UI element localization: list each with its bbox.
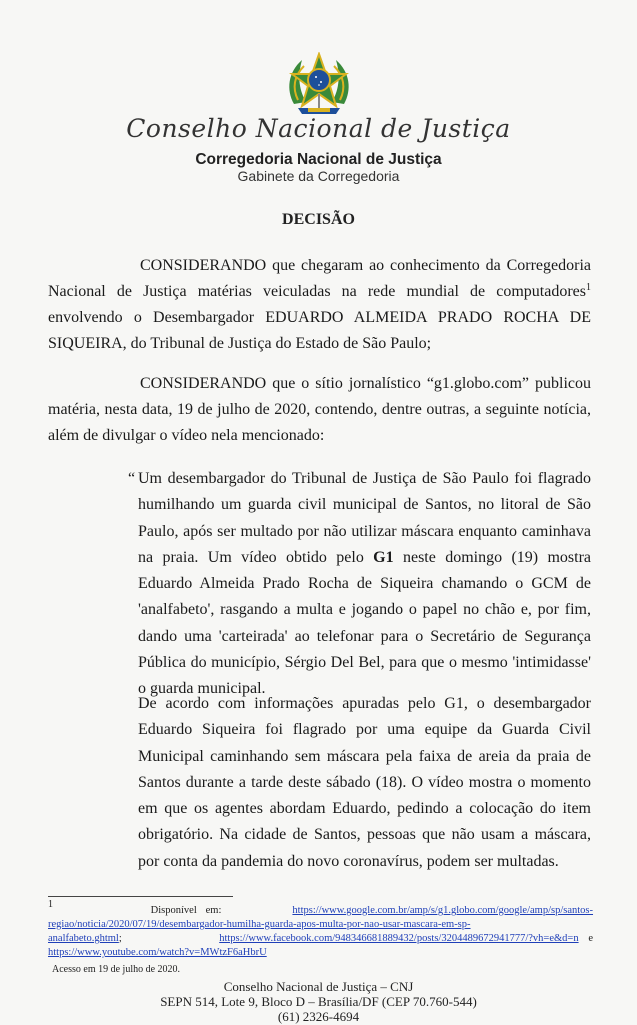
- footnote-separator-2: e: [578, 933, 593, 944]
- paragraph-1-text-b: envolvendo o Desembargador EDUARDO ALMEIDA PRADO ROCHA DE SIQUEIRA, do Tribunal de Justiça do Estado de São Paulo;: [48, 309, 591, 352]
- opening-quote-mark: “: [128, 470, 136, 487]
- footnote-link-youtube[interactable]: https://www.youtube.com/watch?v=MWtzF6aHbrU: [48, 947, 267, 958]
- paragraph-1-text-a: CONSIDERANDO que chegaram ao conhecimento da Corregedoria Nacional de Justiça matérias veiculadas na rede mundial de computadores: [48, 257, 591, 300]
- document-title: DECISÃO: [282, 211, 355, 228]
- council-name: Conselho Nacional de Justiça: [126, 114, 511, 143]
- paragraph-considerando-2: CONSIDERANDO que o sítio jornalístico “g1.globo.com” publicou matéria, nesta data, 19 de julho de 2020, contendo, dentre outras, a seguinte notícia, além de divulgar o vídeo nela mencionado:: [48, 375, 591, 444]
- footnote: [48, 899, 594, 960]
- footnote-label: Disponível em:: [150, 905, 222, 916]
- paragraph-considerando-1: [48, 253, 591, 357]
- footer-address: SEPN 514, Lote 9, Bloco D – Brasília/DF (CEP 70.760-544): [160, 994, 477, 1009]
- footnote-link-facebook[interactable]: https://www.facebook.com/948346681889432/posts/3204489672941777/?vh=e&d=n: [219, 933, 579, 944]
- footnote-link-g1[interactable]: https://www.google.com.br/amp/s/g1.globo.com/google/amp/sp/santos-regiao/noticia/2020/07/19/desembargador-humilha-guarda-apos-multa-por-nao-usar-mascara-em-sp-analfabeto.ghtml: [48, 905, 594, 944]
- office-name: Gabinete da Corregedoria: [237, 168, 400, 184]
- footnote-access-date: Acesso em 19 de julho de 2020.: [52, 964, 181, 975]
- quote-1-text-b: neste domingo (19) mostra Eduardo Almeida Prado Rocha de Siqueira chamando o GCM de 'analfabeto', rasgando a multa e jogando o papel no chão e, por fim, dando uma 'carteirada' ao telefonar para o Secretário de Segurança Pública do município, Sérgio Del Bel, para que o mesmo 'intimidasse' o guarda municipal.: [138, 548, 591, 698]
- quote-paragraph-1: [128, 466, 591, 703]
- quote-1-text-a: Um desembargador do Tribunal de Justiça de São Paulo foi flagrado humilhando um guarda civil municipal de Santos, no litoral de São Paulo, após ser multado por não utilizar máscara enquanto caminhava na praia. Um vídeo obtido pelo: [138, 470, 591, 566]
- footnote-separator-1: ;: [118, 933, 122, 944]
- coat-of-arms-icon: [284, 52, 354, 116]
- quote-paragraph-2: De acordo com informações apuradas pelo G1, o desembargador Eduardo Siqueira foi flagrado por uma equipe da Guarda Civil Municipal caminhando sem máscara pela faixa de areia da praia de Santos durante a tarde deste sábado (18). O vídeo mostra o momento em que os agentes abordam Eduardo, pedindo a colocação do item obrigatório. Na cidade de Santos, pessoas que não usam a máscara, por conta da pandemia do novo coronavírus, podem ser multadas.: [138, 695, 591, 870]
- footer-phone: (61) 2326-4694: [277, 1009, 360, 1024]
- department-name: Corregedoria Nacional de Justiça: [195, 151, 442, 168]
- footnote-number: 1: [48, 899, 53, 910]
- quote-1-bold: G1: [373, 548, 394, 566]
- footnote-divider: [48, 896, 233, 897]
- footnote-reference: 1: [586, 282, 591, 293]
- footer-institution: Conselho Nacional de Justiça – CNJ: [223, 979, 414, 994]
